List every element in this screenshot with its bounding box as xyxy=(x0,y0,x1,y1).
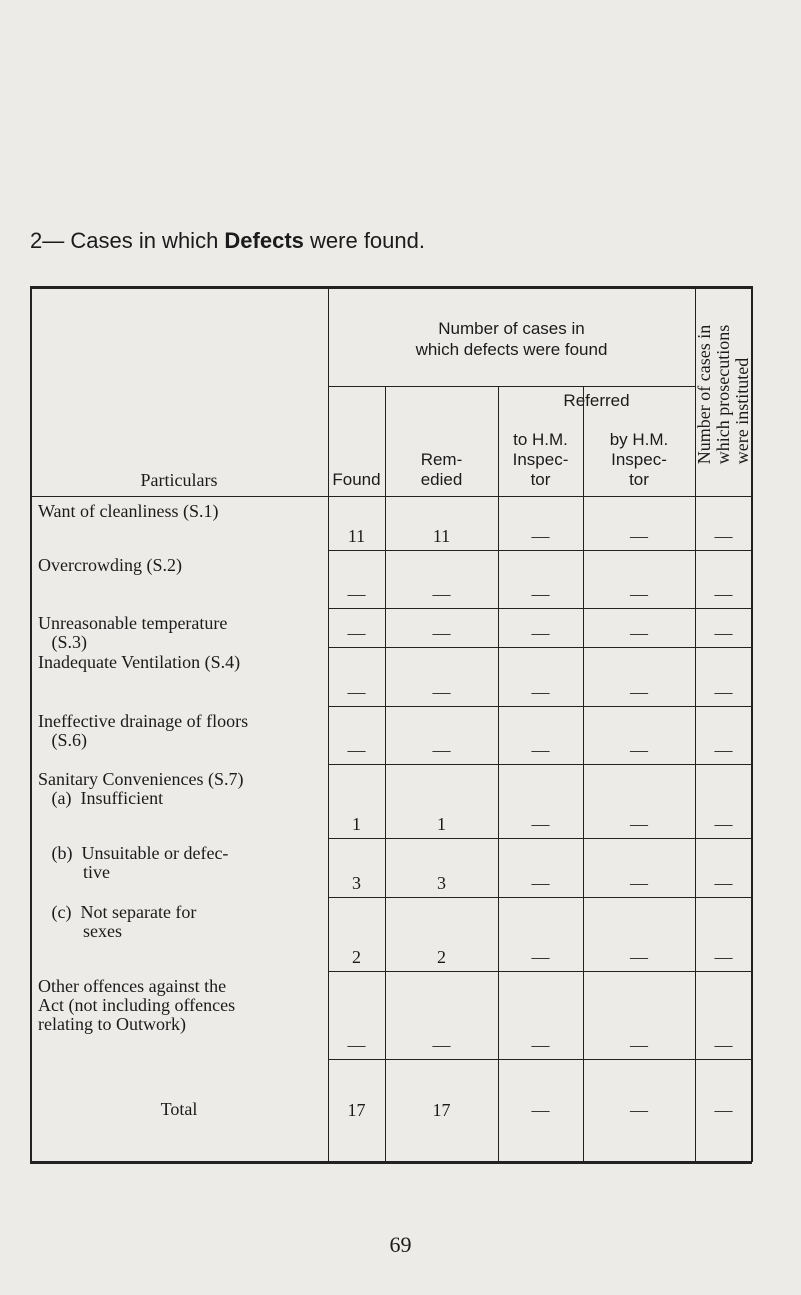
row-label: (c) Not separate for sexes xyxy=(51,902,197,941)
cell-found: 2 xyxy=(352,947,361,967)
cell-remedied: 1 xyxy=(437,814,446,834)
cell-prosecutions: — xyxy=(714,873,733,893)
cell-prosecutions: — xyxy=(714,814,733,834)
to-hm-inspector-header: to H.M. Inspec- tor xyxy=(512,430,569,489)
defects-table xyxy=(30,286,752,1162)
cell-remedied: — xyxy=(432,584,451,604)
cell-prosecutions: — xyxy=(714,682,733,702)
cell-to-hm: — xyxy=(531,584,550,604)
total-to-hm: — xyxy=(531,1100,550,1120)
cell-prosecutions: — xyxy=(714,947,733,967)
cell-prosecutions: — xyxy=(714,623,733,643)
cell-by-hm: — xyxy=(630,1035,648,1055)
heading-emphasis: Defects xyxy=(224,228,304,253)
cell-to-hm: — xyxy=(531,682,550,702)
total-found: 17 xyxy=(347,1100,366,1120)
cell-to-hm: — xyxy=(531,623,550,643)
page-number: 69 xyxy=(389,1232,412,1257)
cell-to-hm: — xyxy=(531,873,550,893)
cell-found: — xyxy=(347,1035,366,1055)
cell-by-hm: — xyxy=(630,947,648,967)
cell-found: 3 xyxy=(352,873,361,893)
row-label: Inadequate Ventilation (S.4) xyxy=(38,652,241,672)
cases-group-header: Number of cases in which defects were found xyxy=(415,319,608,359)
cell-by-hm: — xyxy=(630,584,648,604)
row-label: Other offences against the Act (not including offences relating to Outwork) xyxy=(38,976,236,1034)
cell-to-hm: — xyxy=(531,526,550,546)
cell-found: — xyxy=(347,623,366,643)
cell-remedied: 3 xyxy=(437,873,446,893)
cell-remedied: — xyxy=(432,1035,451,1055)
cell-by-hm: — xyxy=(630,740,648,760)
cell-remedied: 11 xyxy=(432,526,451,546)
cell-by-hm: — xyxy=(630,873,648,893)
cell-remedied: — xyxy=(432,623,451,643)
row-label: Unreasonable temperature (S.3) xyxy=(38,613,228,652)
referred-header: Referred xyxy=(563,391,630,410)
total-by-hm: — xyxy=(630,1100,648,1120)
cell-found: — xyxy=(347,584,366,604)
cell-found: 11 xyxy=(347,526,366,546)
row-label: Ineffective drainage of floors (S.6) xyxy=(38,711,249,750)
remedied-header: Rem- edied xyxy=(420,450,463,489)
cell-to-hm: — xyxy=(531,1035,550,1055)
cell-to-hm: — xyxy=(531,947,550,967)
cell-by-hm: — xyxy=(630,814,648,834)
row-label: Overcrowding (S.2) xyxy=(38,555,182,575)
particulars-header: Particulars xyxy=(140,470,218,490)
row-label: Sanitary Conveniences (S.7) (a) Insufficient xyxy=(38,769,244,808)
cell-by-hm: — xyxy=(630,682,648,702)
cell-remedied: — xyxy=(432,740,451,760)
row-label: (b) Unsuitable or defec- tive xyxy=(51,843,229,882)
cell-to-hm: — xyxy=(531,814,550,834)
cell-by-hm: — xyxy=(630,623,648,643)
row-label: Want of cleanliness (S.1) xyxy=(38,501,219,521)
cell-by-hm: — xyxy=(630,526,648,546)
section-heading: 2— Cases in which Defects were found. xyxy=(30,228,425,253)
cell-prosecutions: — xyxy=(714,740,733,760)
found-header: Found xyxy=(332,470,381,489)
cell-to-hm: — xyxy=(531,740,550,760)
cell-found: — xyxy=(347,740,366,760)
cell-remedied: — xyxy=(432,682,451,702)
cell-prosecutions: — xyxy=(714,526,733,546)
total-remedied: 17 xyxy=(432,1100,451,1120)
cell-prosecutions: — xyxy=(714,1035,733,1055)
cell-remedied: 2 xyxy=(437,947,446,967)
prosecutions-header: Number of cases in which prosecutions were instituted xyxy=(694,324,753,464)
total-prosecutions: — xyxy=(714,1100,733,1120)
cell-prosecutions: — xyxy=(714,584,733,604)
by-hm-inspector-header: by H.M. Inspec- tor xyxy=(609,430,669,489)
total-label: Total xyxy=(160,1099,198,1119)
cell-found: 1 xyxy=(352,814,361,834)
cell-found: — xyxy=(347,682,366,702)
